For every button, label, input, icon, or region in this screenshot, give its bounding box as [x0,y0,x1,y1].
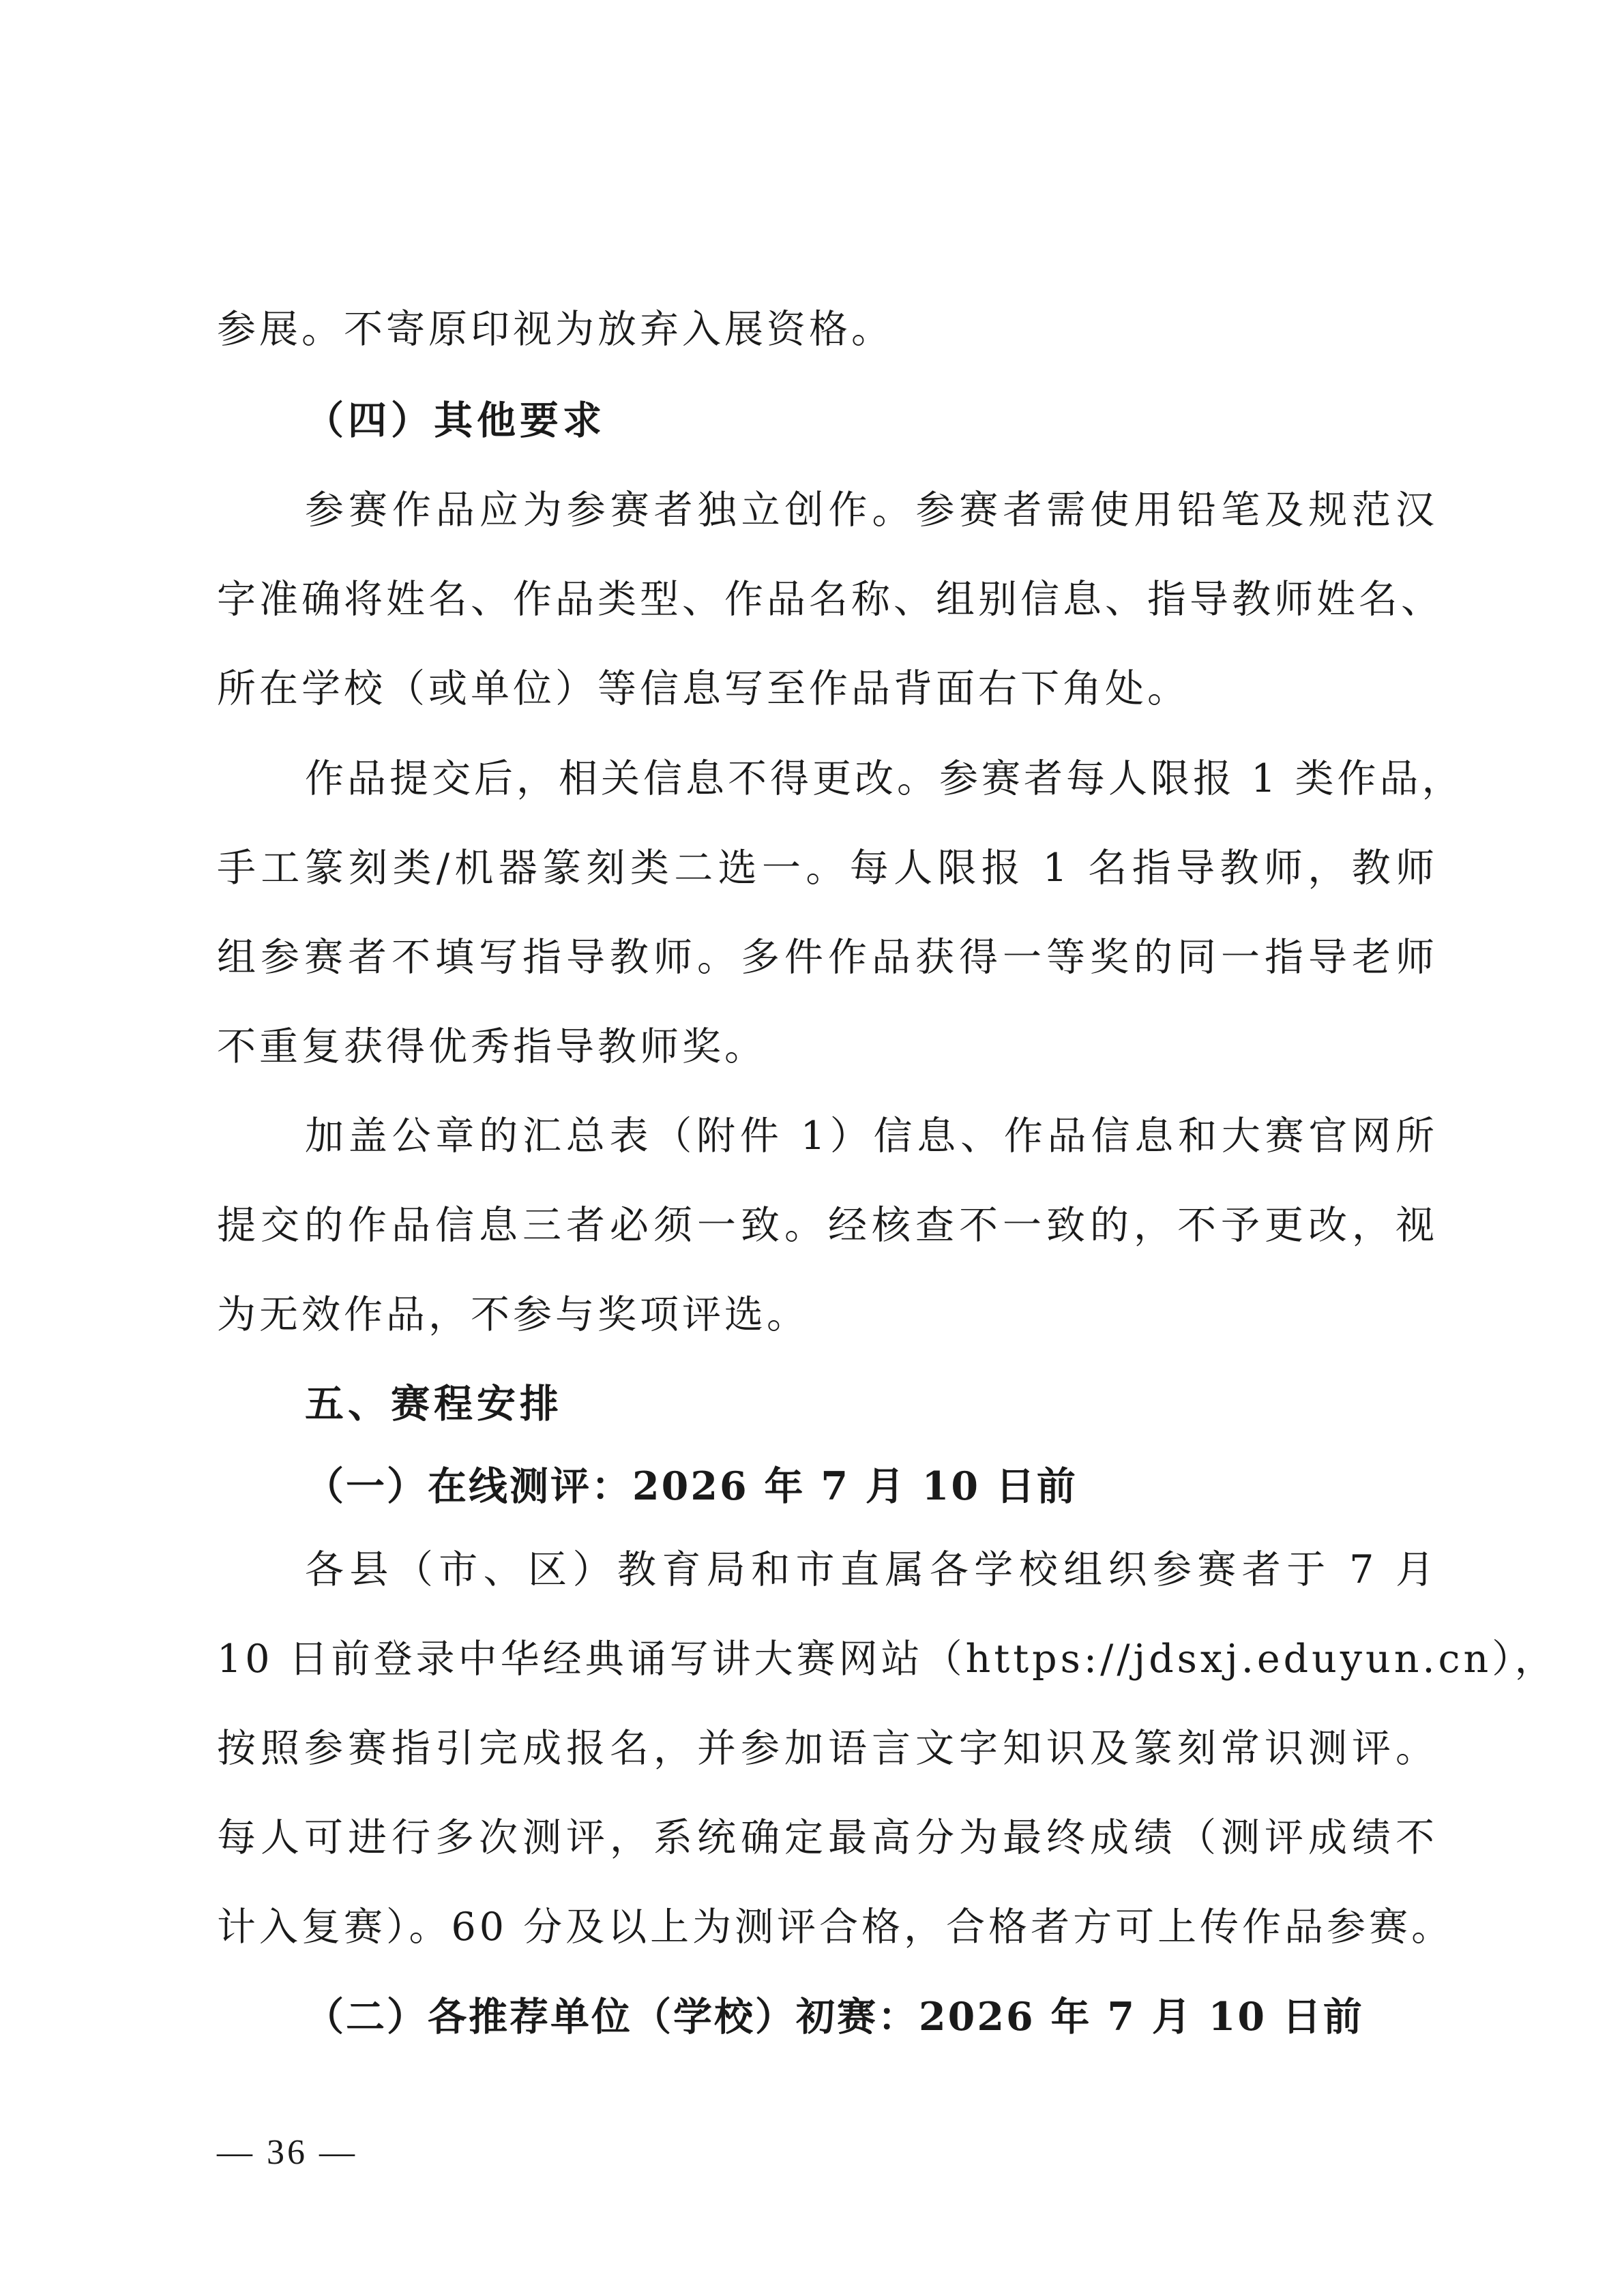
page-number: — 36 — [217,2133,357,2172]
paragraph-line: 手工篆刻类/机器篆刻类二选一。每人限报 1 名指导教师，教师 [217,846,1438,891]
paragraph-line: 各县（市、区）教育局和市直属各学校组织参赛者于 7 月 [305,1547,1438,1592]
paragraph-line: 所在学校（或单位）等信息写至作品背面右下角处。 [217,666,1190,711]
paragraph-line: 为无效作品，不参与奖项评选。 [217,1292,809,1337]
paragraph-line: 按照参赛指引完成报名，并参加语言文字知识及篆刻常识测评。 [217,1726,1438,1771]
paragraph-line: 提交的作品信息三者必须一致。经核查不一致的，不予更改，视 [217,1203,1438,1248]
paragraph-line: 每人可进行多次测评，系统确定最高分为最终成绩（测评成绩不 [217,1815,1438,1860]
paragraph-line: 不重复获得优秀指导教师奖。 [217,1024,767,1069]
paragraph-line: 计入复赛）。60 分及以上为测评合格，合格者方可上传作品参赛。 [217,1905,1454,1950]
subsection-heading-preliminary: （二）各推荐单位（学校）初赛：2026 年 7 月 10 日前 [305,1994,1364,2040]
section-heading-other-requirements: （四）其他要求 [305,398,606,443]
paragraph-line: 作品提交后，相关信息不得更改。参赛者每人限报 1 类作品， [305,756,1464,801]
paragraph-line: 加盖公章的汇总表（附件 1）信息、作品信息和大赛官网所 [305,1114,1438,1159]
section-heading-schedule: 五、赛程安排 [305,1382,563,1427]
paragraph-line: 参展。不寄原印视为放弃入展资格。 [217,307,894,352]
subsection-heading-online-test: （一）在线测评：2026 年 7 月 10 日前 [305,1463,1078,1509]
paragraph-line: 组参赛者不填写指导教师。多件作品获得一等奖的同一指导老师 [217,935,1438,980]
paragraph-line: 字准确将姓名、作品类型、作品名称、组别信息、指导教师姓名、 [217,577,1443,622]
paragraph-line: 10 日前登录中华经典诵写讲大赛网站（https://jdsxj.eduyun.cn）， [217,1637,1557,1682]
paragraph-line: 参赛作品应为参赛者独立创作。参赛者需使用铅笔及规范汉 [305,488,1438,533]
